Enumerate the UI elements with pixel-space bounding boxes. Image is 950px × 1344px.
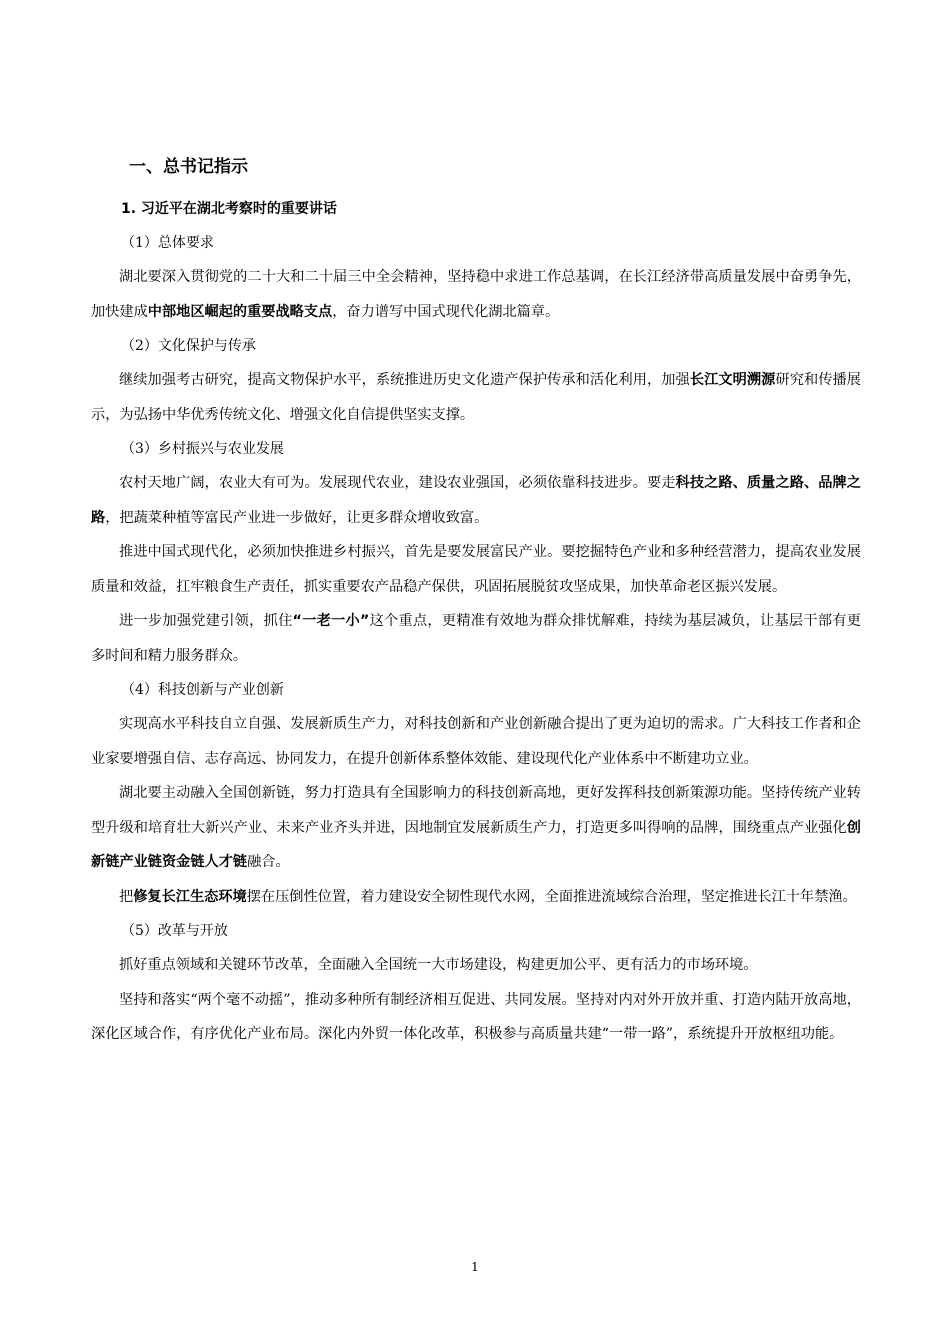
bold-text: 科技之路、质量之路、品牌之路 [91,475,861,526]
section-heading-4: （4）科技创新与产业创新 [121,682,284,698]
bold-text: “一老一小” [292,613,370,629]
paragraph [91,260,861,329]
text-run: 湖北要主动融入全国创新链，努力打造具有全国影响力的科技创新高地，更好发挥科技创新策源功能。坚持传统产业转型升级和培育壮大新兴产业、未来产业齐头并进，因地制宜发展新质生产力，打造更多叫得响的品牌，围绕重点产业强化 [91,785,861,836]
paragraph [91,363,861,432]
text-run: 继续加强考古研究，提高文物保护水平，系统推进历史文化遗产保护传承和活化利用，加强 [119,372,690,388]
text-run: 融合。 [247,854,290,870]
section-heading-5: （5）改革与开放 [121,923,228,939]
bold-text: 创新链产业链资金链人才链 [91,819,861,870]
paragraph [91,776,861,880]
bold-text: 长江文明溯源 [689,372,776,388]
subsection-title: 1. 习近平在湖北考察时的重要讲话 [121,201,337,217]
section-heading-3: （3）乡村振兴与农业发展 [121,441,284,457]
paragraph [91,983,861,1052]
text-run: 摆在压倒性位置，着力建设安全韧性现代水网，全面推进流域综合治理，坚定推进长江十年禁渔。 [246,888,857,905]
paragraph [91,466,861,535]
page-number: 1 [471,1260,479,1274]
text-run: 推进中国式现代化，必须加快推进乡村振兴，首先是要发展富民产业。要挖掘特色产业和多种经营潜力，提高农业发展质量和效益，扛牢粮食生产责任，抓实重要农产品稳产保供，巩固拓展脱贫攻坚成果，加快革命老区振兴发展。 [91,544,861,595]
bold-text: 修复长江生态环境 [133,888,247,905]
text-run: 把 [119,888,134,905]
text-run: ，把蔬菜种植等富民产业进一步做好，让更多群众增收致富。 [105,509,489,526]
section-title: 一、总书记指示 [129,157,248,177]
text-run: 抓好重点领域和关键环节改革，全面融入全国统一大市场建设，构建更加公平、更有活力的市场环境。 [119,957,758,973]
text-run: 研究和传播展示，为弘扬中华优秀传统文化、增强文化自信提供坚实支撑。 [91,372,861,423]
paragraph [91,948,861,983]
paragraph [91,535,861,604]
paragraph [91,707,861,776]
paragraph [91,880,861,915]
text-run: ，奋力谱写中国式现代化湖北篇章。 [332,303,560,320]
bold-text: 中部地区崛起的重要战略支点 [147,303,333,320]
text-run: 湖北要深入贯彻党的二十大和二十届三中全会精神，坚持稳中求进工作总基调，在长江经济带高质量发展中奋勇争先，加快建成 [91,269,861,320]
paragraph [91,604,861,673]
text-run: 农村天地广阔，农业大有可为。发展现代农业，建设农业强国，必须依靠科技进步。要走 [119,475,676,491]
text-run: 坚持和落实“两个毫不动摇”，推动多种所有制经济相互促进、共同发展。坚持对内对外开放并重、打造内陆开放高地，深化区域合作，有序优化产业布局。深化内外贸一体化改革，积极参与高质量共建“一带一路”，系统提升开放枢纽功能。 [91,991,861,1042]
document-content [91,150,861,1052]
text-run: 这个重点，更精准有效地为群众排忧解难，持续为基层减负，让基层干部有更多时间和精力服务群众。 [91,613,861,664]
section-heading-1: （1）总体要求 [121,235,214,251]
section-heading-2: （2）文化保护与传承 [121,338,256,354]
text-run: 实现高水平科技自立自强、发展新质生产力，对科技创新和产业创新融合提出了更为迫切的需求。广大科技工作者和企业家要增强自信、志存高远、协同发力，在提升创新体系整体效能、建设现代化产业体系中不断建功立业。 [91,716,861,767]
text-run: 进一步加强党建引领，抓住 [119,613,293,629]
